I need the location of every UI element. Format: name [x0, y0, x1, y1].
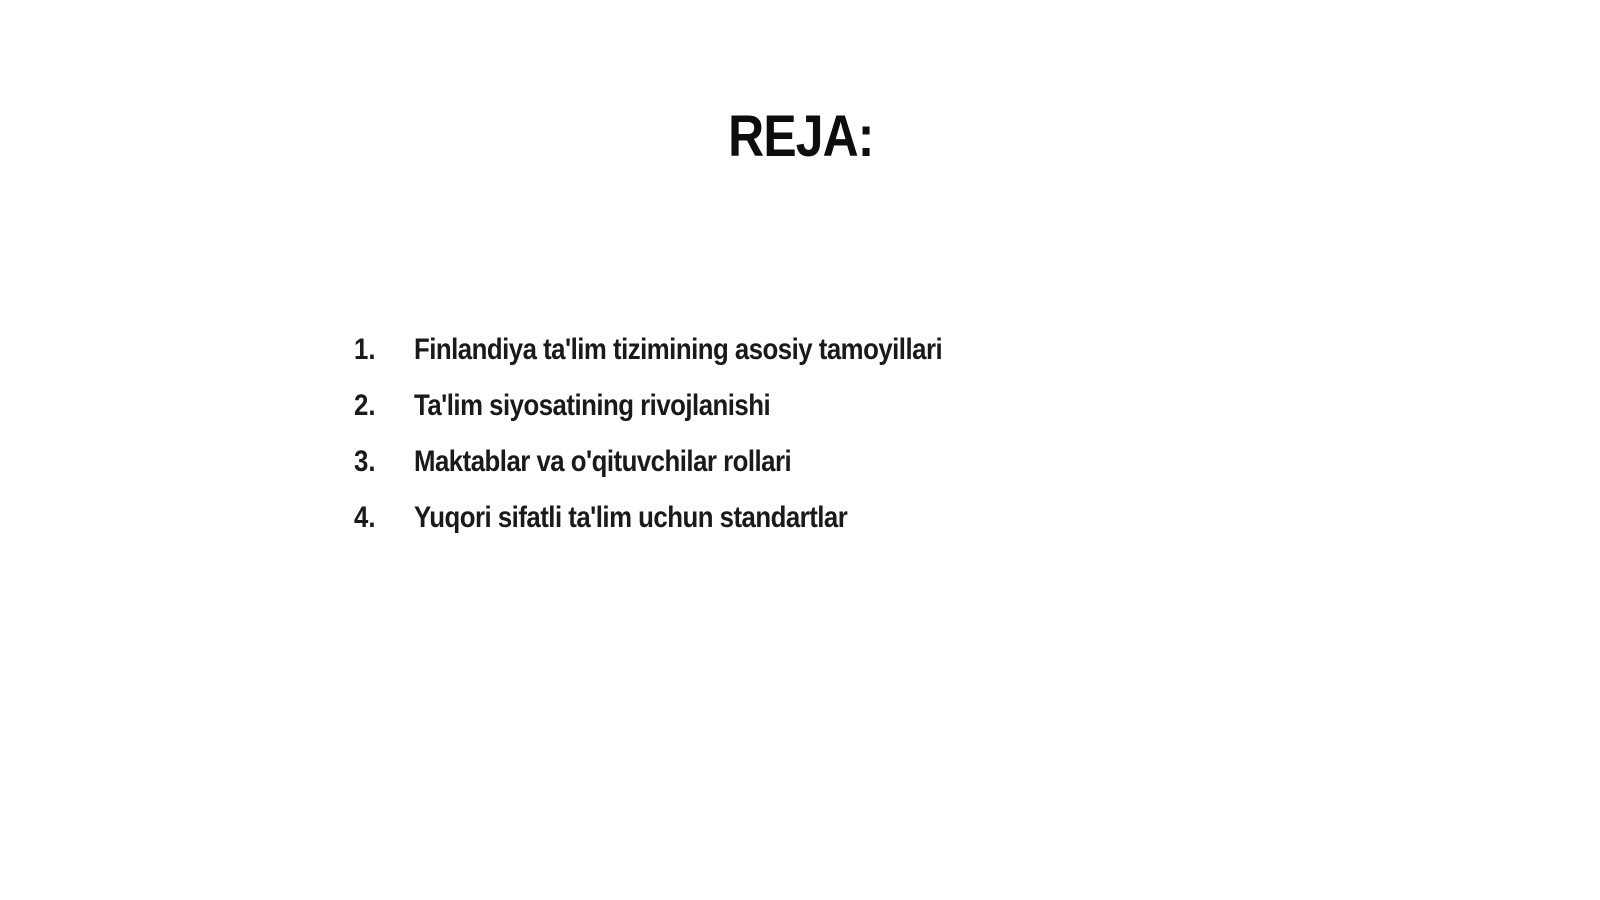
agenda-list	[354, 330, 1028, 554]
agenda-item-text: Maktablar va o'qituvchilar rollari	[414, 445, 792, 478]
agenda-item-4	[354, 498, 1028, 554]
agenda-item-text: Ta'lim siyosatining rivojlanishi	[414, 389, 771, 422]
agenda-item-3	[354, 442, 1028, 498]
agenda-item-text: Finlandiya ta'lim tizimining asosiy tamoyillari	[414, 333, 943, 366]
slide-title: REJA:	[728, 104, 874, 169]
agenda-item-number: 3.	[354, 445, 376, 478]
agenda-item-number: 1.	[354, 333, 376, 366]
agenda-item-1	[354, 330, 1028, 386]
agenda-item-text: Yuqori sifatli ta'lim uchun standartlar	[414, 501, 848, 534]
agenda-item-2	[354, 386, 1028, 442]
agenda-item-number: 2.	[354, 389, 376, 422]
agenda-item-number: 4.	[354, 501, 376, 534]
